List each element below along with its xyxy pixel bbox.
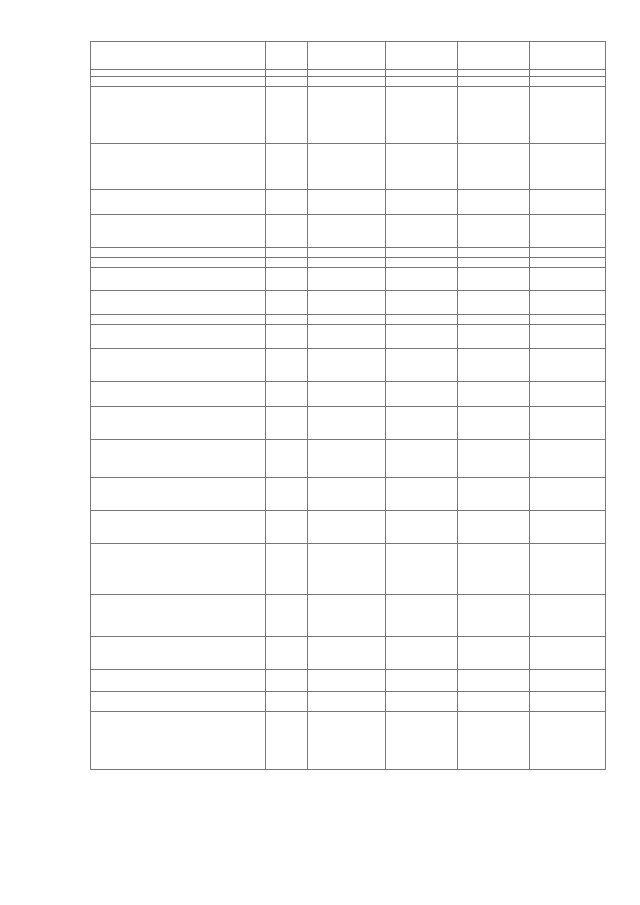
row-indicator-name xyxy=(91,670,266,692)
row-line-code xyxy=(266,190,308,215)
column-number xyxy=(308,70,386,77)
row-unexecuted-amount xyxy=(530,268,606,291)
row-income-code xyxy=(308,544,386,595)
row-approved-amount xyxy=(386,248,458,258)
header-line-code xyxy=(266,42,308,70)
table-row xyxy=(91,595,606,637)
row-approved-amount xyxy=(386,382,458,407)
row-unexecuted-amount xyxy=(530,87,606,144)
row-line-code xyxy=(266,712,308,770)
table-row xyxy=(91,291,606,315)
row-indicator-name xyxy=(91,248,266,258)
row-line-code xyxy=(266,382,308,407)
row-approved-amount xyxy=(386,190,458,215)
row-approved-amount xyxy=(386,595,458,637)
row-indicator-name xyxy=(91,268,266,291)
row-indicator-name xyxy=(91,325,266,349)
row-indicator-name xyxy=(91,382,266,407)
row-executed-amount xyxy=(458,670,530,692)
row-indicator-name xyxy=(91,544,266,595)
row-unexecuted-amount xyxy=(530,440,606,478)
row-line-code xyxy=(266,258,308,268)
row-unexecuted-amount xyxy=(530,637,606,670)
row-executed-amount xyxy=(458,712,530,770)
row-executed-amount xyxy=(458,511,530,544)
row-approved-amount xyxy=(386,268,458,291)
header-executed xyxy=(458,42,530,70)
row-executed-amount xyxy=(458,190,530,215)
column-number xyxy=(91,70,266,77)
column-number xyxy=(266,70,308,77)
row-unexecuted-amount xyxy=(530,407,606,440)
row-executed-amount xyxy=(458,215,530,248)
row-executed-amount xyxy=(458,325,530,349)
row-indicator-name xyxy=(91,511,266,544)
row-approved-amount xyxy=(386,87,458,144)
row-indicator-name xyxy=(91,478,266,511)
row-income-code xyxy=(308,440,386,478)
row-income-code xyxy=(308,712,386,770)
row-income-code xyxy=(308,144,386,190)
row-income-code xyxy=(308,315,386,325)
row-income-code xyxy=(308,248,386,258)
row-approved-amount xyxy=(386,144,458,190)
row-line-code xyxy=(266,544,308,595)
row-line-code xyxy=(266,248,308,258)
row-executed-amount xyxy=(458,349,530,382)
row-executed-amount xyxy=(458,87,530,144)
row-indicator-name xyxy=(91,144,266,190)
table-row xyxy=(91,325,606,349)
column-number xyxy=(458,70,530,77)
table-row xyxy=(91,478,606,511)
row-indicator-name xyxy=(91,407,266,440)
row-unexecuted-amount xyxy=(530,692,606,712)
table-row xyxy=(91,315,606,325)
row-approved-amount xyxy=(386,315,458,325)
row-line-code xyxy=(266,215,308,248)
row-indicator-name xyxy=(91,440,266,478)
row-unexecuted-amount xyxy=(530,315,606,325)
table-row xyxy=(91,511,606,544)
row-executed-amount xyxy=(458,478,530,511)
row-unexecuted-amount xyxy=(530,258,606,268)
row-approved-amount xyxy=(386,440,458,478)
row-income-code xyxy=(308,190,386,215)
table-row xyxy=(91,670,606,692)
header-indicator-name xyxy=(91,42,266,70)
row-line-code xyxy=(266,268,308,291)
header-income-code xyxy=(308,42,386,70)
row-executed-amount xyxy=(458,382,530,407)
row-approved-amount xyxy=(386,349,458,382)
row-unexecuted-amount xyxy=(530,325,606,349)
table-row xyxy=(91,87,606,144)
table-row xyxy=(91,382,606,407)
row-indicator-name xyxy=(91,637,266,670)
spacer-row xyxy=(91,77,606,87)
row-income-code xyxy=(308,349,386,382)
row-unexecuted-amount xyxy=(530,144,606,190)
row-unexecuted-amount xyxy=(530,215,606,248)
row-approved-amount xyxy=(386,637,458,670)
row-line-code xyxy=(266,315,308,325)
table-row xyxy=(91,190,606,215)
table-row xyxy=(91,144,606,190)
row-executed-amount xyxy=(458,544,530,595)
header-unexecuted xyxy=(530,42,606,70)
row-indicator-name xyxy=(91,595,266,637)
column-number xyxy=(530,70,606,77)
row-approved-amount xyxy=(386,511,458,544)
table-row xyxy=(91,268,606,291)
row-approved-amount xyxy=(386,215,458,248)
row-indicator-name xyxy=(91,190,266,215)
row-approved-amount xyxy=(386,692,458,712)
row-line-code xyxy=(266,407,308,440)
row-approved-amount xyxy=(386,712,458,770)
row-income-code xyxy=(308,692,386,712)
row-unexecuted-amount xyxy=(530,349,606,382)
row-approved-amount xyxy=(386,325,458,349)
row-unexecuted-amount xyxy=(530,511,606,544)
header-approved xyxy=(386,42,458,70)
row-executed-amount xyxy=(458,407,530,440)
row-line-code xyxy=(266,325,308,349)
row-income-code xyxy=(308,87,386,144)
row-line-code xyxy=(266,87,308,144)
row-line-code xyxy=(266,291,308,315)
row-line-code xyxy=(266,670,308,692)
row-indicator-name xyxy=(91,692,266,712)
row-approved-amount xyxy=(386,407,458,440)
row-indicator-name xyxy=(91,315,266,325)
table-row xyxy=(91,407,606,440)
row-line-code xyxy=(266,349,308,382)
row-executed-amount xyxy=(458,268,530,291)
table-row xyxy=(91,215,606,248)
table-row xyxy=(91,248,606,258)
row-executed-amount xyxy=(458,315,530,325)
row-income-code xyxy=(308,595,386,637)
row-indicator-name xyxy=(91,712,266,770)
table-row xyxy=(91,349,606,382)
row-approved-amount xyxy=(386,478,458,511)
row-line-code xyxy=(266,595,308,637)
row-unexecuted-amount xyxy=(530,382,606,407)
row-unexecuted-amount xyxy=(530,544,606,595)
row-income-code xyxy=(308,215,386,248)
row-unexecuted-amount xyxy=(530,712,606,770)
row-indicator-name xyxy=(91,291,266,315)
row-line-code xyxy=(266,478,308,511)
row-executed-amount xyxy=(458,258,530,268)
row-unexecuted-amount xyxy=(530,670,606,692)
row-line-code xyxy=(266,637,308,670)
row-approved-amount xyxy=(386,258,458,268)
row-indicator-name xyxy=(91,349,266,382)
column-number-row xyxy=(91,70,606,77)
row-income-code xyxy=(308,407,386,440)
row-unexecuted-amount xyxy=(530,248,606,258)
table-header-row xyxy=(91,42,606,70)
row-executed-amount xyxy=(458,440,530,478)
row-line-code xyxy=(266,511,308,544)
row-income-code xyxy=(308,637,386,670)
row-income-code xyxy=(308,268,386,291)
row-approved-amount xyxy=(386,670,458,692)
row-executed-amount xyxy=(458,637,530,670)
row-executed-amount xyxy=(458,595,530,637)
row-income-code xyxy=(308,478,386,511)
row-executed-amount xyxy=(458,692,530,712)
table-row xyxy=(91,258,606,268)
table-row xyxy=(91,440,606,478)
table-row xyxy=(91,637,606,670)
column-number xyxy=(386,70,458,77)
row-income-code xyxy=(308,511,386,544)
table-row xyxy=(91,712,606,770)
budget-execution-table xyxy=(90,41,606,770)
row-executed-amount xyxy=(458,248,530,258)
table-row xyxy=(91,692,606,712)
row-indicator-name xyxy=(91,87,266,144)
row-line-code xyxy=(266,440,308,478)
row-income-code xyxy=(308,258,386,268)
row-approved-amount xyxy=(386,291,458,315)
row-unexecuted-amount xyxy=(530,291,606,315)
row-income-code xyxy=(308,325,386,349)
row-approved-amount xyxy=(386,544,458,595)
row-executed-amount xyxy=(458,291,530,315)
row-income-code xyxy=(308,670,386,692)
row-indicator-name xyxy=(91,258,266,268)
row-unexecuted-amount xyxy=(530,478,606,511)
row-income-code xyxy=(308,382,386,407)
row-line-code xyxy=(266,692,308,712)
row-unexecuted-amount xyxy=(530,595,606,637)
row-executed-amount xyxy=(458,144,530,190)
row-unexecuted-amount xyxy=(530,190,606,215)
row-indicator-name xyxy=(91,215,266,248)
row-income-code xyxy=(308,291,386,315)
table-row xyxy=(91,544,606,595)
row-line-code xyxy=(266,144,308,190)
